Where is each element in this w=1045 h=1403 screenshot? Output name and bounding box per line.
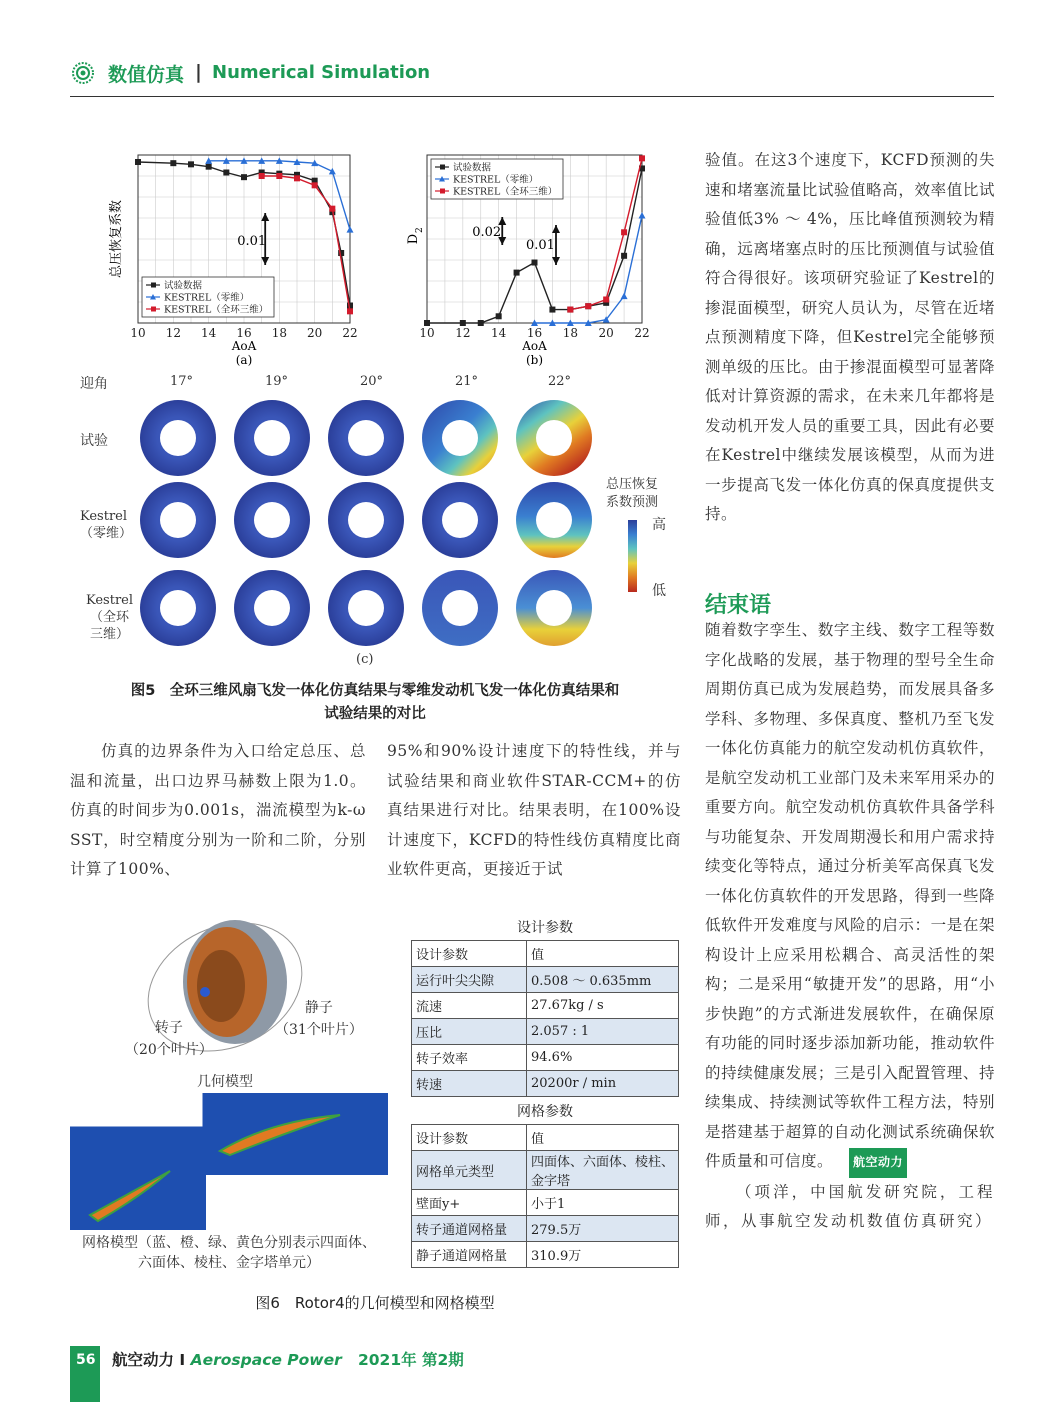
header-separator: | [195, 61, 202, 83]
ring-hub [536, 502, 572, 538]
panel-c-label: (c) [356, 652, 374, 667]
param-value-cell: 2.057 : 1 [527, 1019, 679, 1045]
stator-label: 静子 （31个叶片） [275, 1000, 363, 1038]
param-name-cell: 流速 [412, 993, 527, 1019]
data-point [188, 161, 194, 167]
data-point [621, 229, 627, 235]
design-params-table [411, 940, 679, 1097]
param-value-cell: 20200r / min [527, 1071, 679, 1097]
data-point [135, 159, 141, 165]
ring-hub [160, 420, 196, 456]
rotor-label: 转子 （20个叶片） [125, 1020, 213, 1058]
data-point [329, 206, 335, 212]
annotation-label: 0.01 [526, 238, 555, 253]
data-point [639, 212, 646, 219]
ring-hub [348, 590, 384, 626]
table-row [412, 1242, 679, 1268]
footer-journal [112, 1348, 464, 1370]
table-row [412, 993, 679, 1019]
data-point [347, 226, 354, 233]
row-label-kestrel-3d: Kestrel （全环 三维） [86, 593, 134, 642]
param-value-cell: 0.508 ～ 0.635mm [527, 967, 679, 993]
table-row [412, 1151, 679, 1190]
conclusion-text [705, 616, 995, 1237]
figure5-caption-line2: 试验结果的对比 [324, 706, 426, 722]
param-name-cell: 静子通道网格量 [412, 1242, 527, 1268]
x-tick-label: 18 [562, 326, 578, 340]
mesh-model-image [70, 1093, 388, 1230]
brand-tag: 航空动力 [849, 1148, 907, 1178]
data-point [329, 168, 336, 175]
geometry-label: 几何模型 [197, 1074, 253, 1090]
param-name-cell: 转子通道网格量 [412, 1216, 527, 1242]
table-row [412, 941, 679, 967]
table-row [412, 1019, 679, 1045]
header-rule [70, 96, 994, 97]
data-point [639, 155, 645, 161]
x-tick-label: 14 [201, 326, 217, 340]
arrow-head [552, 257, 560, 265]
ring-hub [442, 420, 478, 456]
chart-b [395, 150, 670, 375]
paragraph: 随着数字孪生、数字主线、数字工程等数字化战略的发展，基于物理的型号全生命周期仿真已成为发展趋势，而发展具备多学科、多物理、多保真度、整机乃至飞发一体化仿真能力的航空发动机仿真软件，是航空发动机工业部门及未来军用采办的重要方向。航空发动机仿真软件具备学科与功能复杂、开发周期漫长和用户需求持续变化等特点，通过分析美军高保真飞发一体化仿真软件的开发思路，得到一些降低软件开发难度与风险的启示：一是在架构设计上应采用松耦合、高灵活性的架构；二是采用“敏捷开发”的思路，用“小步快跑”的方式渐进发展软件，在确保原有功能的同时逐步添加新功能，推动软件的持续健康发展；三是引入配置管理、持续集成、持续测试等软件工程方法，特别是搭建基于超算的自动化测试系统确保软件质量和可信度。 [705, 621, 995, 1170]
data-point [170, 160, 176, 166]
param-name-cell: 运行叶尖尖隙 [412, 967, 527, 993]
angle-label: 19° [265, 374, 289, 389]
param-value-cell: 310.9万 [527, 1242, 679, 1268]
param-value-cell: 值 [527, 941, 679, 967]
ring-hub [442, 502, 478, 538]
issue: 2021年 第2期 [357, 1351, 464, 1369]
annotation-label: 0.01 [237, 234, 267, 249]
legend-label: KESTREL（零维） [164, 292, 250, 304]
section-title-en: Numerical Simulation [212, 62, 431, 83]
colorbar [628, 520, 637, 592]
angle-label: 22° [548, 374, 572, 389]
legend-marker [151, 307, 156, 312]
data-point [424, 320, 430, 326]
data-point [621, 253, 627, 259]
paragraph: 验值。在这3个速度下，KCFD预测的失速和堵塞流量比试验值略高，效率值比试验值低3% ～ 4%，压比峰值预测较为精确，远离堵塞点时的压比预测值与试验值符合得很好。该项研究验证了Kestrel的掺混面模型，研究人员认为，尽管在近堵点预测精度下降，但Kestrel完全能够预测单级的压比。由于掺混面模型可显著降低对计算资源的需求，在未来几年都将是发动机开发人员的重要工具，因此有必要在Kestrel中继续发展该模型，从而为进一步提高飞发一体化仿真的保真度提供支持。 [705, 151, 995, 523]
figure5-caption-line1: 图5 全环三维风扇飞发一体化仿真结果与零维发动机飞发一体化仿真结果和 [130, 683, 620, 699]
journal-logo-icon [72, 62, 94, 84]
x-tick-label: 18 [271, 326, 287, 340]
ring-hub [442, 590, 478, 626]
param-name-cell: 压比 [412, 1019, 527, 1045]
legend-marker [151, 283, 156, 288]
ring-hub [254, 590, 290, 626]
row-label-kestrel-0d: Kestrel （零维） [80, 509, 133, 541]
left-column-text [70, 737, 366, 885]
figure6-caption: 图6 Rotor4的几何模型和网格模型 [255, 1294, 495, 1312]
data-point [478, 320, 484, 326]
data-point [259, 173, 265, 179]
ring-hub [254, 420, 290, 456]
arrow-head [261, 213, 269, 221]
conclusion-heading: 结束语 [705, 593, 772, 618]
annotation-label: 0.02 [472, 225, 502, 240]
table-row [412, 967, 679, 993]
journal-zh: 航空动力 [112, 1351, 175, 1369]
colorbar-low: 低 [652, 583, 666, 599]
legend-label: 试验数据 [453, 162, 492, 174]
ring-hub [348, 502, 384, 538]
panel-label: (b) [525, 353, 544, 367]
param-value-cell: 27.67kg / s [527, 993, 679, 1019]
x-tick-label: 22 [634, 326, 650, 340]
param-value-cell: 94.6% [527, 1045, 679, 1071]
colorbar-title: 总压恢复 系数预测 [606, 477, 659, 510]
middle-column-text [387, 737, 681, 885]
param-value-cell: 279.5万 [527, 1216, 679, 1242]
param-name-cell: 转子效率 [412, 1045, 527, 1071]
data-point [460, 320, 466, 326]
x-tick-label: 22 [342, 326, 358, 340]
table-row [412, 1125, 679, 1151]
data-point [603, 296, 609, 302]
ring-hub [254, 502, 290, 538]
data-point [514, 270, 520, 276]
data-point [532, 260, 538, 266]
param-value-cell: 四面体、六面体、棱柱、金字塔 [527, 1151, 679, 1190]
angle-label: 20° [360, 374, 384, 389]
x-tick-label: 16 [526, 326, 543, 340]
x-tick-label: 20 [598, 326, 614, 340]
data-point [496, 313, 502, 319]
paragraph: 95%和90%设计速度下的特性线，并与试验结果和商业软件STAR-CCM+的仿真结果进行对比。结果表明，在100%设计速度下，KCFD的特性线仿真精度比商业软件更高，更接近于试 [387, 742, 681, 878]
footer-separator: I [179, 1351, 186, 1369]
right-column-text [705, 146, 995, 530]
data-point [347, 308, 353, 314]
x-tick-label: 20 [307, 326, 323, 340]
mesh-label: 网格模型（蓝、橙、绿、黄色分别表示四面体、 六面体、棱柱、金字塔单元） [82, 1235, 376, 1271]
legend-label: KESTREL（全环三维） [164, 304, 269, 316]
legend-label: KESTREL（全环三维） [453, 186, 558, 198]
table-row [412, 1216, 679, 1242]
ring-hub [536, 590, 572, 626]
data-point [549, 307, 555, 313]
x-axis-label: AoA [522, 339, 547, 353]
arrow-head [261, 257, 269, 265]
param-name-cell: 壁面y+ [412, 1190, 527, 1216]
section-title-zh: 数值仿真 [108, 64, 185, 86]
table-row [412, 1045, 679, 1071]
data-point [585, 303, 591, 309]
journal-en: Aerospace Power [190, 1351, 342, 1369]
x-tick-label: 12 [455, 326, 471, 340]
data-point [294, 175, 300, 181]
ring-hub [160, 590, 196, 626]
param-value-cell: 小于1 [527, 1190, 679, 1216]
x-tick-label: 14 [491, 326, 507, 340]
param-name-cell: 设计参数 [412, 1125, 527, 1151]
y-axis-label [406, 227, 425, 244]
y-axis-label-text: D [406, 233, 421, 245]
data-point [312, 182, 318, 188]
x-axis-label: AoA [231, 339, 257, 353]
param-name-cell: 网格单元类型 [412, 1151, 527, 1190]
x-tick-label: 12 [165, 326, 181, 340]
mesh-params-table [411, 1124, 679, 1268]
x-tick-label: 16 [236, 326, 252, 340]
chart-a [100, 150, 370, 375]
colorbar-high: 高 [652, 517, 666, 533]
x-tick-label: 10 [419, 326, 435, 340]
paragraph: 仿真的边界条件为入口给定总压、总温和流量，出口边界马赫数上限为1.0。仿真的时间步为0.001s，湍流模型为k-ω SST，时空精度分别为一阶和二阶，分别计算了100%、 [70, 742, 366, 878]
table-row [412, 1190, 679, 1216]
mesh-params-title: 网格参数 [517, 1104, 573, 1120]
angle-label: 17° [170, 374, 194, 389]
param-value-cell: 值 [527, 1125, 679, 1151]
arrow-head [552, 225, 560, 233]
data-point [276, 173, 282, 179]
ring-hub [536, 420, 572, 456]
series-line [262, 176, 350, 311]
data-point [223, 170, 229, 176]
angle-header: 迎角 [80, 376, 108, 392]
data-point [621, 293, 628, 300]
panel-label: (a) [235, 353, 253, 367]
y-axis-label: 总压恢复系数 [109, 199, 124, 279]
data-point [567, 307, 573, 313]
param-name-cell: 设计参数 [412, 941, 527, 967]
data-point [206, 164, 212, 170]
angle-label: 21° [455, 374, 479, 389]
table-row [412, 1071, 679, 1097]
page-number: 56 [76, 1352, 96, 1368]
design-params-title: 设计参数 [517, 920, 573, 936]
x-tick-label: 10 [130, 326, 146, 340]
param-name-cell: 转速 [412, 1071, 527, 1097]
legend-marker [440, 165, 445, 170]
ring-hub [160, 502, 196, 538]
legend-label: KESTREL（零维） [453, 174, 539, 186]
ring-hub [348, 420, 384, 456]
y-axis-label-sub: 2 [415, 227, 425, 233]
data-point [241, 174, 247, 180]
ring-contour-grid [130, 390, 610, 660]
author-note: （项洋，中国航发研究院，工程师，从事航空发动机数值仿真研究） [705, 1182, 995, 1230]
legend-marker [440, 189, 445, 194]
legend-label: 试验数据 [164, 280, 203, 292]
row-label-test: 试验 [80, 433, 108, 449]
